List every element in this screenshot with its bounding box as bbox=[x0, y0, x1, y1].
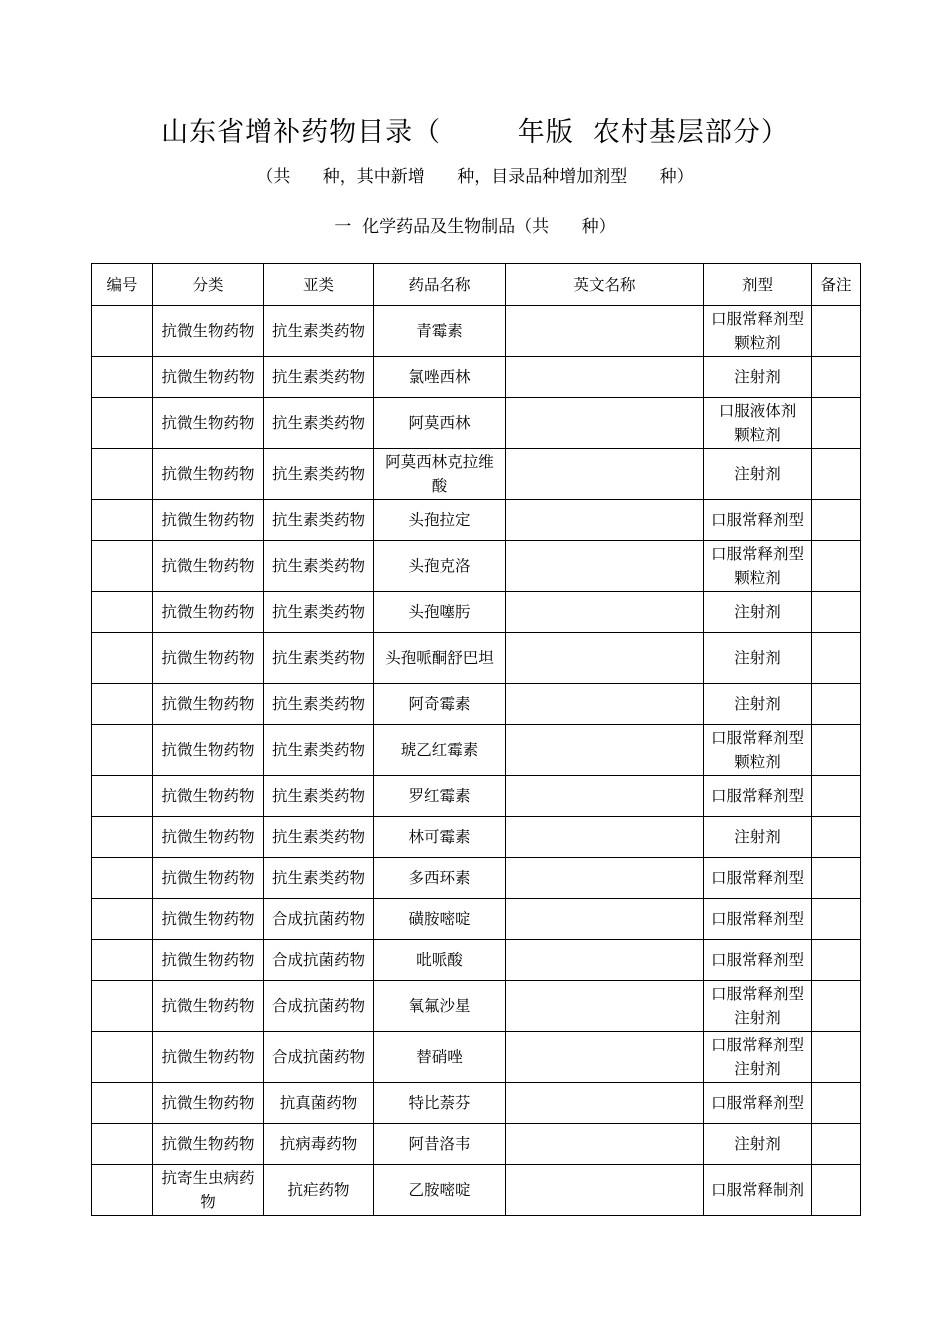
table-row bbox=[92, 1124, 861, 1165]
cell-drug-name: 青霉素 bbox=[374, 306, 506, 357]
cell-english-name bbox=[506, 1124, 704, 1165]
cell-number bbox=[92, 899, 153, 940]
cell-english-name bbox=[506, 725, 704, 776]
cell-category: 抗寄生虫病药 物 bbox=[153, 1165, 264, 1216]
cell-subcategory: 抗生素类药物 bbox=[264, 449, 374, 500]
cell-dosage-form: 口服常释剂型 颗粒剂 bbox=[704, 306, 812, 357]
table-row bbox=[92, 899, 861, 940]
cell-drug-name: 吡哌酸 bbox=[374, 940, 506, 981]
cell-dosage-form: 口服常释剂型 颗粒剂 bbox=[704, 725, 812, 776]
header-note: 备注 bbox=[812, 264, 861, 306]
cell-english-name bbox=[506, 1083, 704, 1124]
cell-subcategory: 抗生素类药物 bbox=[264, 725, 374, 776]
cell-dosage-form: 注射剂 bbox=[704, 1124, 812, 1165]
cell-dosage-form: 口服常释剂型 bbox=[704, 776, 812, 817]
cell-dosage-form: 口服常释剂型 注射剂 bbox=[704, 981, 812, 1032]
table-row bbox=[92, 1083, 861, 1124]
table-header-row bbox=[92, 264, 861, 306]
cell-number bbox=[92, 1165, 153, 1216]
cell-english-name bbox=[506, 817, 704, 858]
cell-dosage-form: 注射剂 bbox=[704, 449, 812, 500]
cell-drug-name: 头孢噻肟 bbox=[374, 592, 506, 633]
cell-english-name bbox=[506, 858, 704, 899]
cell-subcategory: 抗生素类药物 bbox=[264, 592, 374, 633]
cell-subcategory: 抗生素类药物 bbox=[264, 398, 374, 449]
cell-note bbox=[812, 449, 861, 500]
cell-note bbox=[812, 1165, 861, 1216]
table-row bbox=[92, 1165, 861, 1216]
cell-dosage-form: 注射剂 bbox=[704, 357, 812, 398]
table-row bbox=[92, 500, 861, 541]
table-row bbox=[92, 306, 861, 357]
header-dosage-form: 剂型 bbox=[704, 264, 812, 306]
cell-subcategory: 合成抗菌药物 bbox=[264, 940, 374, 981]
cell-number bbox=[92, 940, 153, 981]
cell-subcategory: 抗生素类药物 bbox=[264, 541, 374, 592]
cell-category: 抗微生物药物 bbox=[153, 1124, 264, 1165]
cell-drug-name: 乙胺嘧啶 bbox=[374, 1165, 506, 1216]
cell-category: 抗微生物药物 bbox=[153, 592, 264, 633]
cell-category: 抗微生物药物 bbox=[153, 449, 264, 500]
cell-dosage-form: 口服常释制剂 bbox=[704, 1165, 812, 1216]
cell-number bbox=[92, 449, 153, 500]
cell-drug-name: 替硝唑 bbox=[374, 1032, 506, 1083]
cell-subcategory: 抗生素类药物 bbox=[264, 776, 374, 817]
table-row bbox=[92, 858, 861, 899]
cell-category: 抗微生物药物 bbox=[153, 306, 264, 357]
cell-drug-name: 琥乙红霉素 bbox=[374, 725, 506, 776]
cell-category: 抗微生物药物 bbox=[153, 1032, 264, 1083]
cell-number bbox=[92, 684, 153, 725]
cell-note bbox=[812, 592, 861, 633]
cell-category: 抗微生物药物 bbox=[153, 817, 264, 858]
cell-drug-name: 磺胺嘧啶 bbox=[374, 899, 506, 940]
cell-category: 抗微生物药物 bbox=[153, 981, 264, 1032]
cell-dosage-form: 口服常释剂型 bbox=[704, 500, 812, 541]
cell-number bbox=[92, 981, 153, 1032]
cell-drug-name: 阿奇霉素 bbox=[374, 684, 506, 725]
table-row bbox=[92, 541, 861, 592]
header-subcategory: 亚类 bbox=[264, 264, 374, 306]
cell-drug-name: 罗红霉素 bbox=[374, 776, 506, 817]
cell-number bbox=[92, 817, 153, 858]
cell-subcategory: 抗生素类药物 bbox=[264, 633, 374, 684]
cell-drug-name: 氧氟沙星 bbox=[374, 981, 506, 1032]
cell-note bbox=[812, 776, 861, 817]
cell-english-name bbox=[506, 940, 704, 981]
cell-drug-name: 头孢哌酮舒巴坦 bbox=[374, 633, 506, 684]
cell-note bbox=[812, 858, 861, 899]
cell-category: 抗微生物药物 bbox=[153, 633, 264, 684]
cell-dosage-form: 口服常释剂型 bbox=[704, 858, 812, 899]
page-subtitle: （共 种，其中新增 种，目录品种增加剂型 种） bbox=[256, 167, 694, 187]
cell-number bbox=[92, 541, 153, 592]
cell-note bbox=[812, 981, 861, 1032]
table-row bbox=[92, 940, 861, 981]
cell-number bbox=[92, 398, 153, 449]
cell-subcategory: 抗生素类药物 bbox=[264, 858, 374, 899]
cell-subcategory: 合成抗菌药物 bbox=[264, 899, 374, 940]
cell-english-name bbox=[506, 981, 704, 1032]
table-row bbox=[92, 1032, 861, 1083]
cell-note bbox=[812, 817, 861, 858]
drug-table bbox=[91, 263, 861, 1216]
cell-number bbox=[92, 1124, 153, 1165]
cell-drug-name: 多西环素 bbox=[374, 858, 506, 899]
cell-subcategory: 抗疟药物 bbox=[264, 1165, 374, 1216]
table-row bbox=[92, 776, 861, 817]
cell-english-name bbox=[506, 306, 704, 357]
header-drug-name: 药品名称 bbox=[374, 264, 506, 306]
page-title: 山东省增补药物目录（ 年版 农村基层部分） bbox=[161, 117, 789, 148]
cell-number bbox=[92, 858, 153, 899]
cell-drug-name: 头孢克洛 bbox=[374, 541, 506, 592]
section-heading: 一 化学药品及生物制品（共 种） bbox=[334, 217, 616, 237]
cell-category: 抗微生物药物 bbox=[153, 940, 264, 981]
cell-drug-name: 林可霉素 bbox=[374, 817, 506, 858]
header-number: 编号 bbox=[92, 264, 153, 306]
cell-subcategory: 抗病毒药物 bbox=[264, 1124, 374, 1165]
cell-category: 抗微生物药物 bbox=[153, 776, 264, 817]
table-row bbox=[92, 725, 861, 776]
cell-english-name bbox=[506, 1165, 704, 1216]
cell-number bbox=[92, 633, 153, 684]
cell-note bbox=[812, 1032, 861, 1083]
cell-dosage-form: 口服常释剂型 注射剂 bbox=[704, 1032, 812, 1083]
table-row bbox=[92, 981, 861, 1032]
cell-category: 抗微生物药物 bbox=[153, 500, 264, 541]
cell-note bbox=[812, 306, 861, 357]
cell-english-name bbox=[506, 684, 704, 725]
table-row bbox=[92, 398, 861, 449]
cell-drug-name: 阿昔洛韦 bbox=[374, 1124, 506, 1165]
table-row bbox=[92, 449, 861, 500]
cell-note bbox=[812, 398, 861, 449]
table-row bbox=[92, 633, 861, 684]
cell-note bbox=[812, 725, 861, 776]
cell-dosage-form: 口服常释剂型 bbox=[704, 940, 812, 981]
cell-english-name bbox=[506, 541, 704, 592]
header-category: 分类 bbox=[153, 264, 264, 306]
cell-english-name bbox=[506, 592, 704, 633]
cell-subcategory: 抗生素类药物 bbox=[264, 357, 374, 398]
cell-subcategory: 抗生素类药物 bbox=[264, 817, 374, 858]
table-row bbox=[92, 357, 861, 398]
cell-drug-name: 特比萘芬 bbox=[374, 1083, 506, 1124]
cell-drug-name: 阿莫西林 bbox=[374, 398, 506, 449]
cell-english-name bbox=[506, 398, 704, 449]
cell-english-name bbox=[506, 449, 704, 500]
cell-note bbox=[812, 684, 861, 725]
cell-category: 抗微生物药物 bbox=[153, 357, 264, 398]
cell-drug-name: 阿莫西林克拉维 酸 bbox=[374, 449, 506, 500]
cell-dosage-form: 口服液体剂 颗粒剂 bbox=[704, 398, 812, 449]
cell-category: 抗微生物药物 bbox=[153, 725, 264, 776]
cell-number bbox=[92, 500, 153, 541]
cell-dosage-form: 注射剂 bbox=[704, 633, 812, 684]
cell-note bbox=[812, 899, 861, 940]
cell-number bbox=[92, 306, 153, 357]
cell-number bbox=[92, 357, 153, 398]
cell-drug-name: 头孢拉定 bbox=[374, 500, 506, 541]
cell-note bbox=[812, 1124, 861, 1165]
cell-subcategory: 抗生素类药物 bbox=[264, 500, 374, 541]
cell-english-name bbox=[506, 1032, 704, 1083]
header-english-name: 英文名称 bbox=[506, 264, 704, 306]
cell-dosage-form: 口服常释剂型 bbox=[704, 899, 812, 940]
cell-note bbox=[812, 541, 861, 592]
cell-note bbox=[812, 357, 861, 398]
cell-english-name bbox=[506, 357, 704, 398]
cell-english-name bbox=[506, 776, 704, 817]
table-row bbox=[92, 817, 861, 858]
cell-dosage-form: 注射剂 bbox=[704, 817, 812, 858]
cell-subcategory: 抗真菌药物 bbox=[264, 1083, 374, 1124]
cell-category: 抗微生物药物 bbox=[153, 398, 264, 449]
cell-english-name bbox=[506, 500, 704, 541]
cell-subcategory: 抗生素类药物 bbox=[264, 306, 374, 357]
cell-category: 抗微生物药物 bbox=[153, 899, 264, 940]
table-row bbox=[92, 592, 861, 633]
cell-subcategory: 合成抗菌药物 bbox=[264, 1032, 374, 1083]
cell-dosage-form: 注射剂 bbox=[704, 592, 812, 633]
cell-dosage-form: 口服常释剂型 颗粒剂 bbox=[704, 541, 812, 592]
table-body bbox=[92, 306, 861, 1216]
cell-note bbox=[812, 1083, 861, 1124]
cell-dosage-form: 注射剂 bbox=[704, 684, 812, 725]
cell-dosage-form: 口服常释剂型 bbox=[704, 1083, 812, 1124]
cell-note bbox=[812, 633, 861, 684]
cell-number bbox=[92, 1083, 153, 1124]
cell-subcategory: 合成抗菌药物 bbox=[264, 981, 374, 1032]
cell-note bbox=[812, 500, 861, 541]
cell-drug-name: 氯唑西林 bbox=[374, 357, 506, 398]
table-row bbox=[92, 684, 861, 725]
cell-number bbox=[92, 592, 153, 633]
cell-subcategory: 抗生素类药物 bbox=[264, 684, 374, 725]
cell-category: 抗微生物药物 bbox=[153, 1083, 264, 1124]
cell-number bbox=[92, 1032, 153, 1083]
cell-english-name bbox=[506, 899, 704, 940]
cell-category: 抗微生物药物 bbox=[153, 858, 264, 899]
cell-category: 抗微生物药物 bbox=[153, 541, 264, 592]
cell-number bbox=[92, 776, 153, 817]
cell-note bbox=[812, 940, 861, 981]
cell-number bbox=[92, 725, 153, 776]
cell-category: 抗微生物药物 bbox=[153, 684, 264, 725]
cell-english-name bbox=[506, 633, 704, 684]
